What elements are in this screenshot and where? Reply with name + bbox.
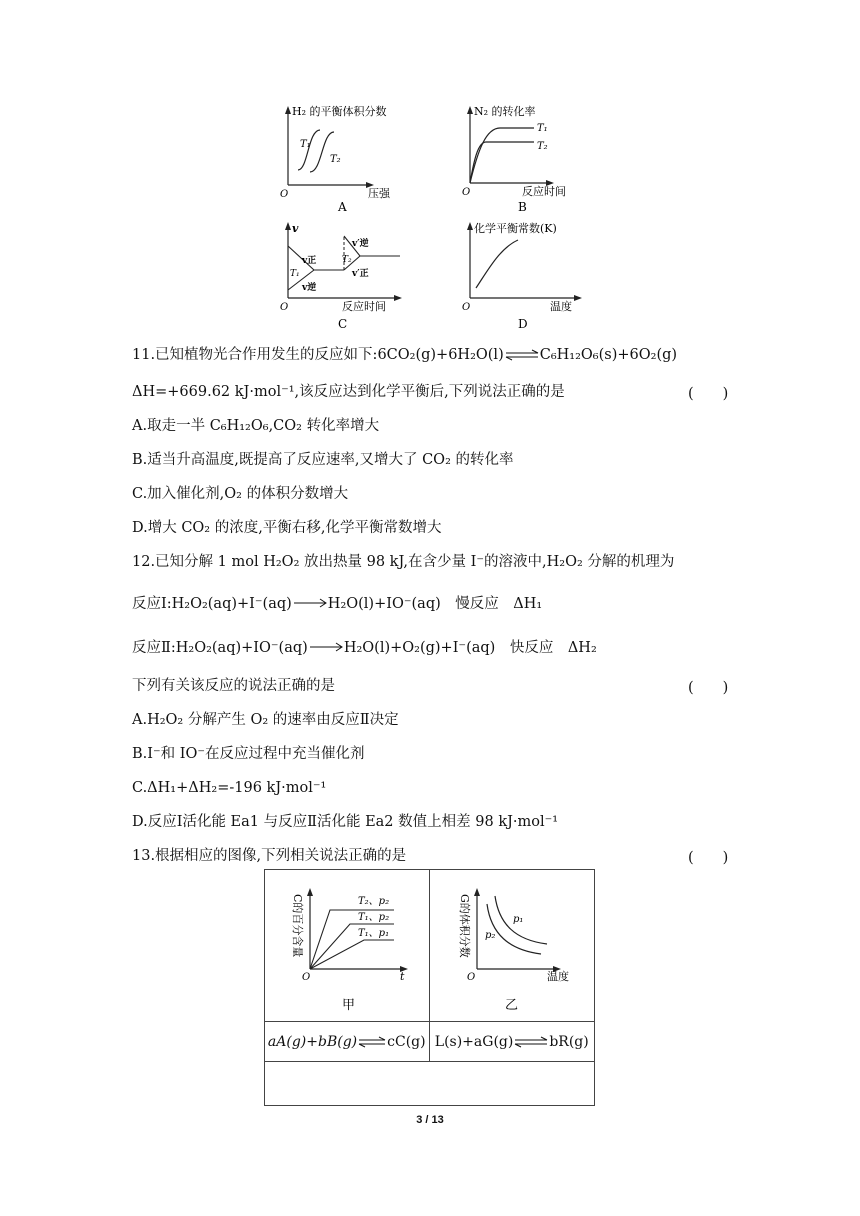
fig-d-xlabel: 温度 <box>550 300 572 313</box>
q11-dh: ΔH=+669.62 kJ·mol⁻¹,该反应达到化学平衡后,下列说法正确的是 <box>132 384 565 400</box>
q12-r1-right: H₂O(l)+IO⁻(aq) 慢反应 ΔH₁ <box>327 596 543 612</box>
q11-product: C₆H₁₂O₆(s)+6O₂(g) <box>539 347 678 363</box>
q13-eq-jia <box>265 1022 430 1062</box>
q12-option-b: B.I⁻和 IO⁻在反应过程中充当催化剂 <box>132 746 365 762</box>
equilibrium-arrow-icon <box>357 1036 387 1048</box>
reaction-arrow-icon <box>308 642 344 654</box>
fig-a-xlabel: 压强 <box>368 187 390 200</box>
q11-answer-paren: ( ) <box>688 386 729 402</box>
q13-eq-yi <box>429 1022 594 1062</box>
q12-reaction-2 <box>132 638 597 658</box>
q13-answer-paren: ( ) <box>688 850 729 866</box>
fig-jia-caption: 甲 <box>341 997 355 1013</box>
fig-a-curve1-label: T₁ <box>300 139 311 150</box>
fig-c-xlabel: 反应时间 <box>342 300 386 313</box>
fig-jia-label-2: T₁、p₂ <box>357 911 389 923</box>
fig-yi-caption: 乙 <box>504 997 518 1013</box>
fig-b-curve2-label: T₂ <box>537 141 548 152</box>
fig-d-ylabel: 化学平衡常数(K) <box>474 222 557 235</box>
fig-c-ylabel: v <box>292 222 299 235</box>
fig-a-caption: A <box>338 200 347 214</box>
page-number: 3 / 13 <box>416 1114 444 1126</box>
fig-c-t2: T₂ <box>342 255 352 265</box>
fig-c-v-forward: v正 <box>302 256 317 266</box>
q13-eq-jia-left: aA(g)+bB(g) <box>267 1033 358 1050</box>
equilibrium-arrow-icon <box>504 349 540 361</box>
q12-option-c: C.ΔH₁+ΔH₂=-196 kJ·mol⁻¹ <box>132 780 327 796</box>
q13-cell-yi <box>429 870 594 1022</box>
fig-a-curve2-label: T₂ <box>330 154 341 165</box>
fig-c-v-reverse: v逆 <box>302 283 317 293</box>
q12-reaction-1 <box>132 594 542 614</box>
figure-b <box>460 100 600 215</box>
fig-jia-origin: O <box>301 971 310 983</box>
fig-jia-ylabel-text: C的百分含量 <box>290 893 304 957</box>
fig-jia-label-3: T₁、p₁ <box>357 927 389 939</box>
fig-yi-curve1-label: p₁ <box>512 913 524 925</box>
fig-c-t1: T₁ <box>290 269 300 279</box>
fig-yi-origin: O <box>466 971 475 983</box>
figure-yi <box>437 874 587 1014</box>
reaction-arrow-icon <box>292 598 328 610</box>
q12-r2-left: 反应Ⅱ:H₂O₂(aq)+IO⁻(aq) <box>132 640 308 656</box>
q12-option-a: A.H₂O₂ 分解产生 O₂ 的速率由反应Ⅱ决定 <box>132 712 399 728</box>
q11-stem: 11.已知植物光合作用发生的反应如下:6CO₂(g)+6H₂O(l) <box>132 347 504 363</box>
figure-d <box>460 218 600 333</box>
q12-stem: 12.已知分解 1 mol H₂O₂ 放出热量 98 kJ,在含少量 I⁻的溶液中,H₂O₂ 分解的机理为 <box>132 554 675 570</box>
q11-option-a: A.取走一半 C₆H₁₂O₆,CO₂ 转化率增大 <box>132 418 380 434</box>
q12-r2-right: H₂O(l)+O₂(g)+I⁻(aq) 快反应 ΔH₂ <box>343 640 597 656</box>
figure-a <box>280 100 415 215</box>
fig-b-caption: B <box>518 200 527 214</box>
q13-stem: 13.根据相应的图像,下列相关说法正确的是 <box>132 848 407 864</box>
equilibrium-arrow-icon <box>513 1036 549 1048</box>
q13-eq-yi-right: bR(g) <box>549 1033 589 1050</box>
figure-c <box>280 218 420 333</box>
fig-yi-xlabel: 温度 <box>546 969 569 983</box>
q12-r1-left: 反应Ⅰ:H₂O₂(aq)+I⁻(aq) <box>132 596 292 612</box>
fig-c-v-reverse-prime: v′逆 <box>352 239 369 249</box>
fig-b-origin: O <box>462 187 471 198</box>
fig-jia-label-1: T₂、p₂ <box>357 895 389 907</box>
q12-prompt: 下列有关该反应的说法正确的是 <box>132 678 335 694</box>
q13-cell-jia <box>265 870 430 1022</box>
q12-option-d: D.反应Ⅰ活化能 Ea1 与反应Ⅱ活化能 Ea2 数值上相差 98 kJ·mol⁻¹ <box>132 814 559 830</box>
q11-option-c: C.加入催化剂,O₂ 的体积分数增大 <box>132 486 349 502</box>
fig-d-origin: O <box>462 302 471 313</box>
fig-a-ylabel: H₂ 的平衡体积分数 <box>292 105 387 118</box>
fig-c-caption: C <box>338 317 348 331</box>
q11-stem-line <box>132 345 677 365</box>
figure-jia <box>272 874 422 1014</box>
q11-option-b: B.适当升高温度,既提高了反应速率,又增大了 CO₂ 的转化率 <box>132 452 514 468</box>
q13-table <box>264 869 595 1106</box>
fig-a-origin: O <box>280 189 289 200</box>
q12-answer-paren: ( ) <box>688 680 729 696</box>
fig-b-ylabel: N₂ 的转化率 <box>474 105 536 118</box>
q13-eq-jia-right: cC(g) <box>387 1033 426 1050</box>
fig-c-origin: O <box>280 302 289 313</box>
fig-c-v-forward-prime: v′正 <box>352 269 369 279</box>
fig-b-curve1-label: T₁ <box>537 123 548 134</box>
q11-option-d: D.增大 CO₂ 的浓度,平衡右移,化学平衡常数增大 <box>132 520 442 536</box>
fig-yi-curve2-label: p₂ <box>484 929 496 941</box>
fig-jia-xlabel: t <box>399 969 405 983</box>
fig-b-xlabel: 反应时间 <box>522 185 566 198</box>
q13-eq-yi-left: L(s)+aG(g) <box>434 1033 514 1050</box>
fig-yi-ylabel: G的体积分数 <box>457 893 471 958</box>
q13-empty-cell <box>265 1062 595 1106</box>
fig-d-caption: D <box>518 317 528 331</box>
